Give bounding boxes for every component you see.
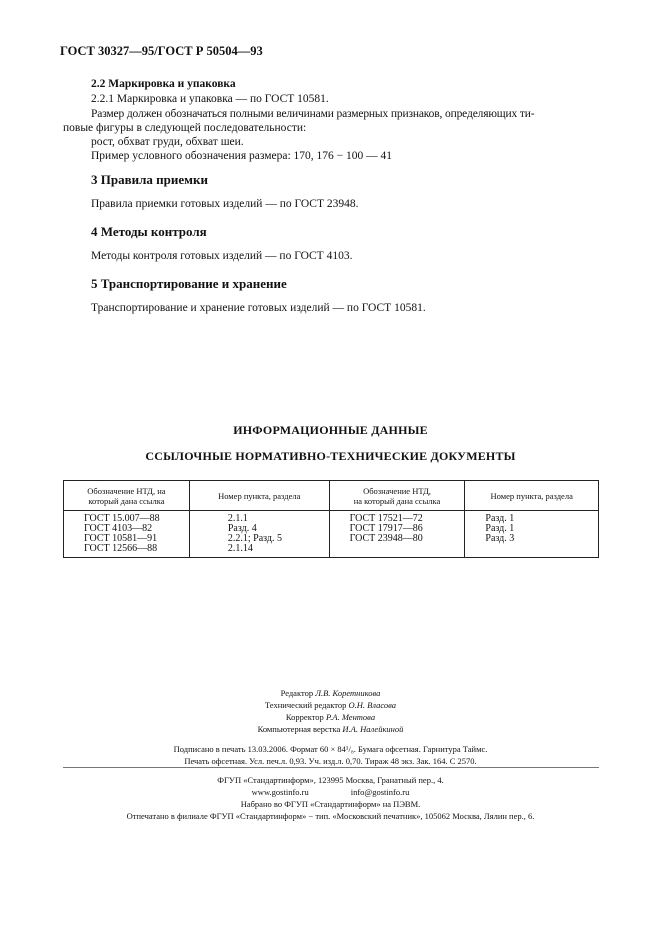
page-header: ГОСТ 30327—95/ГОСТ Р 50504—93 <box>60 44 263 58</box>
col-header-doc-right: Обозначение НТД, на который дана ссылка <box>329 481 465 511</box>
divider-line <box>63 767 599 768</box>
section-3-heading: 3 Правила приемки <box>91 172 208 187</box>
section-5-text: Транспортирование и хранение готовых изделий — по ГОСТ 10581. <box>91 302 426 314</box>
table-cell: Разд. 4 <box>227 523 257 534</box>
table-cell: ГОСТ 15.007—88 <box>84 513 160 524</box>
signed-line: Подписано в печать 13.03.2006. Формат 60 × 84¹/₈. Бумага офсетная. Гарнитура Таймс. <box>173 744 488 754</box>
section-3-text: Правила приемки готовых изделий — по ГОСТ 23948. <box>91 198 359 210</box>
section-5-heading: 5 Транспортирование и хранение <box>91 276 287 291</box>
reference-docs-table <box>63 480 599 558</box>
size-example-text: Пример условного обозначения размера: 170, 176 − 100 — 41 <box>91 150 393 162</box>
right-items-cell <box>465 511 599 558</box>
printed-line: Отпечатано в филиале ФГУП «Стандартинформ» − тип. «Московский печатник», 105062 Москва, Лялин пер., 6. <box>126 811 535 821</box>
table-cell: Разд. 3 <box>485 533 515 544</box>
website-link[interactable]: www.gostinfo.ru <box>251 787 309 797</box>
publisher-line: ФГУП «Стандартинформ», 123995 Москва, Гранатный пер., 4. <box>217 775 444 785</box>
section-4-heading: 4 Методы контроля <box>91 224 207 239</box>
table-row <box>64 511 599 558</box>
table-cell: Разд. 1 <box>485 513 515 524</box>
layout-line: Компьютерная верстка И.А. Налейкиной <box>257 724 404 734</box>
size-designation-text-line2: повые фигуры в следующей последовательности: <box>63 122 307 134</box>
table-cell: 2.2.1; Разд. 5 <box>227 533 282 544</box>
info-data-title: ИНФОРМАЦИОННЫЕ ДАННЫЕ <box>233 423 428 437</box>
print-line: Печать офсетная. Усл. печ.л. 0,93. Уч. изд.л. 0,70. Тираж 48 экз. Зак. 164. С 2570. <box>184 756 477 766</box>
col-header-item-left: Номер пункта, раздела <box>189 481 329 511</box>
table-cell: ГОСТ 4103—82 <box>84 523 153 534</box>
corrector-line: Корректор Р.А. Ментова <box>285 712 376 722</box>
table-header-row <box>64 481 599 511</box>
table-cell: ГОСТ 17917—86 <box>349 523 423 534</box>
typeset-line: Набрано во ФГУП «Стандартинформ» на ПЭВМ. <box>240 799 421 809</box>
col-header-item-right: Номер пункта, раздела <box>465 481 599 511</box>
table-cell: Разд. 1 <box>485 523 515 534</box>
section-4-text: Методы контроля готовых изделий — по ГОСТ 4103. <box>91 250 353 262</box>
col-header-doc-left: Обозначение НТД, на который дана ссылка <box>64 481 190 511</box>
table-cell: 2.1.1 <box>227 513 248 524</box>
section-2-2-heading: 2.2 Маркировка и упаковка <box>91 78 236 90</box>
size-designation-text-line1: Размер должен обозначаться полными величинами размерных признаков, определяющих ти- <box>91 108 535 120</box>
section-2-2-1-text: 2.2.1 Маркировка и упаковка — по ГОСТ 10581. <box>91 93 329 105</box>
table-cell: ГОСТ 23948—80 <box>349 533 423 544</box>
table-cell: ГОСТ 17521—72 <box>349 513 423 524</box>
left-items-cell <box>189 511 329 558</box>
right-docs-cell <box>329 511 465 558</box>
contacts-line <box>0 787 661 797</box>
size-order-text: рост, обхват груди, обхват шеи. <box>91 136 244 148</box>
tech-editor-line: Технический редактор О.Н. Власова <box>264 700 397 710</box>
email-link[interactable]: info@gostinfo.ru <box>350 787 410 797</box>
table-cell: 2.1.14 <box>227 543 253 554</box>
table-cell: ГОСТ 12566—88 <box>84 543 158 554</box>
editor-line: Редактор Л.В. Коретникова <box>280 688 381 698</box>
table-cell: ГОСТ 10581—91 <box>84 533 158 544</box>
reference-docs-title: ССЫЛОЧНЫЕ НОРМАТИВНО-ТЕХНИЧЕСКИЕ ДОКУМЕНТЫ <box>145 449 516 463</box>
left-docs-cell <box>64 511 190 558</box>
